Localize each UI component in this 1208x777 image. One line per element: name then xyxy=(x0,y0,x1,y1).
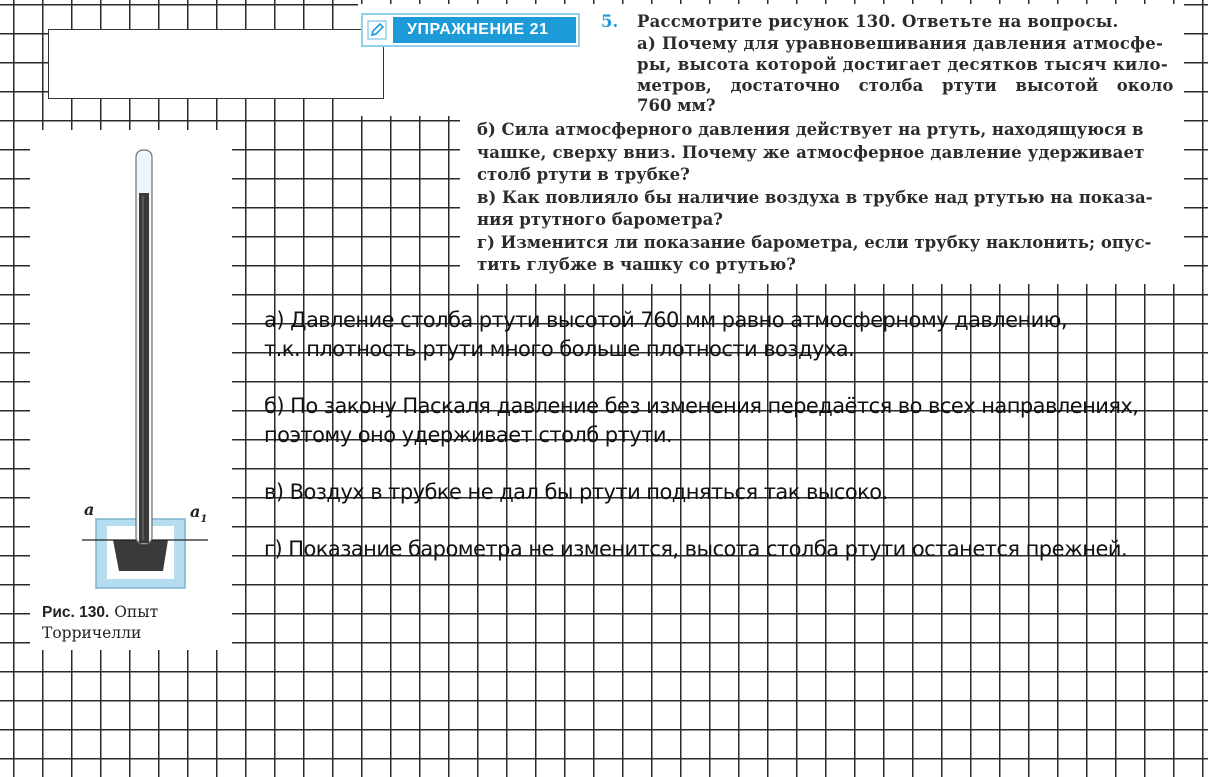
answer-v-line1: в) Воздух в трубке не дал бы ртути подняться так высоко. xyxy=(264,480,888,504)
torricelli-figure xyxy=(0,0,240,600)
question-a-line: метров, достаточно столба ртути высотой около xyxy=(637,76,1174,95)
question-a-line: 760 мм? xyxy=(637,96,716,115)
answer-a-line2: т.к. плотность ртути много больше плотности воздуха. xyxy=(264,337,855,361)
question-b-line: б) Сила атмосферного давления действует на ртуть, находящуюся в xyxy=(477,120,1144,139)
figure-caption-number: Рис. 130. xyxy=(42,604,110,621)
answer-a-line1: а) Давление столба ртути высотой 760 мм равно атмосферному давлению, xyxy=(264,308,1068,332)
label-a1: $a_1$ xyxy=(190,502,208,525)
pencil-icon xyxy=(367,20,387,40)
question-v-line: в) Как повлияло бы наличие воздуха в трубке над ртутью на показа- xyxy=(477,188,1153,207)
question-g-line: г) Изменится ли показание барометра, если трубку наклонить; опус- xyxy=(477,233,1152,252)
figure-caption-text: Торричелли xyxy=(42,624,142,642)
answer-b-line2: поэтому оно удерживает столб ртути. xyxy=(264,423,673,447)
question-a-line: а) Почему для уравновешивания давления атмосфе- xyxy=(637,34,1164,53)
question-a-line: ры, высота которой достигает десятков тысяч кило- xyxy=(637,55,1168,74)
exercise-badge-label: УПРАЖНЕНИЕ 21 xyxy=(393,17,576,43)
mercury-column xyxy=(139,193,149,543)
answer-b-line1: б) По закону Паскаля давление без изменения передаётся во всех направлениях, xyxy=(264,394,1139,418)
question-g-line: тить глубже в чашку со ртутью? xyxy=(477,255,796,274)
figure-caption-text: Опыт xyxy=(114,603,159,621)
figure-caption xyxy=(42,602,232,643)
label-a: a xyxy=(84,500,95,519)
task-number: 5. xyxy=(601,12,619,31)
mercury-in-cup xyxy=(113,540,168,571)
question-v-line: ния ртутного барометра? xyxy=(477,210,723,229)
task-intro: Рассмотрите рисунок 130. Ответьте на вопросы. xyxy=(637,12,1119,31)
answer-g-line1: г) Показание барометра не изменится, высота столба ртути останется прежней. xyxy=(264,537,1128,561)
question-b-line: столб ртути в трубке? xyxy=(477,165,690,184)
exercise-badge xyxy=(361,13,580,47)
question-b-line: чашке, сверху вниз. Почему же атмосферное давление удерживает xyxy=(477,143,1145,162)
